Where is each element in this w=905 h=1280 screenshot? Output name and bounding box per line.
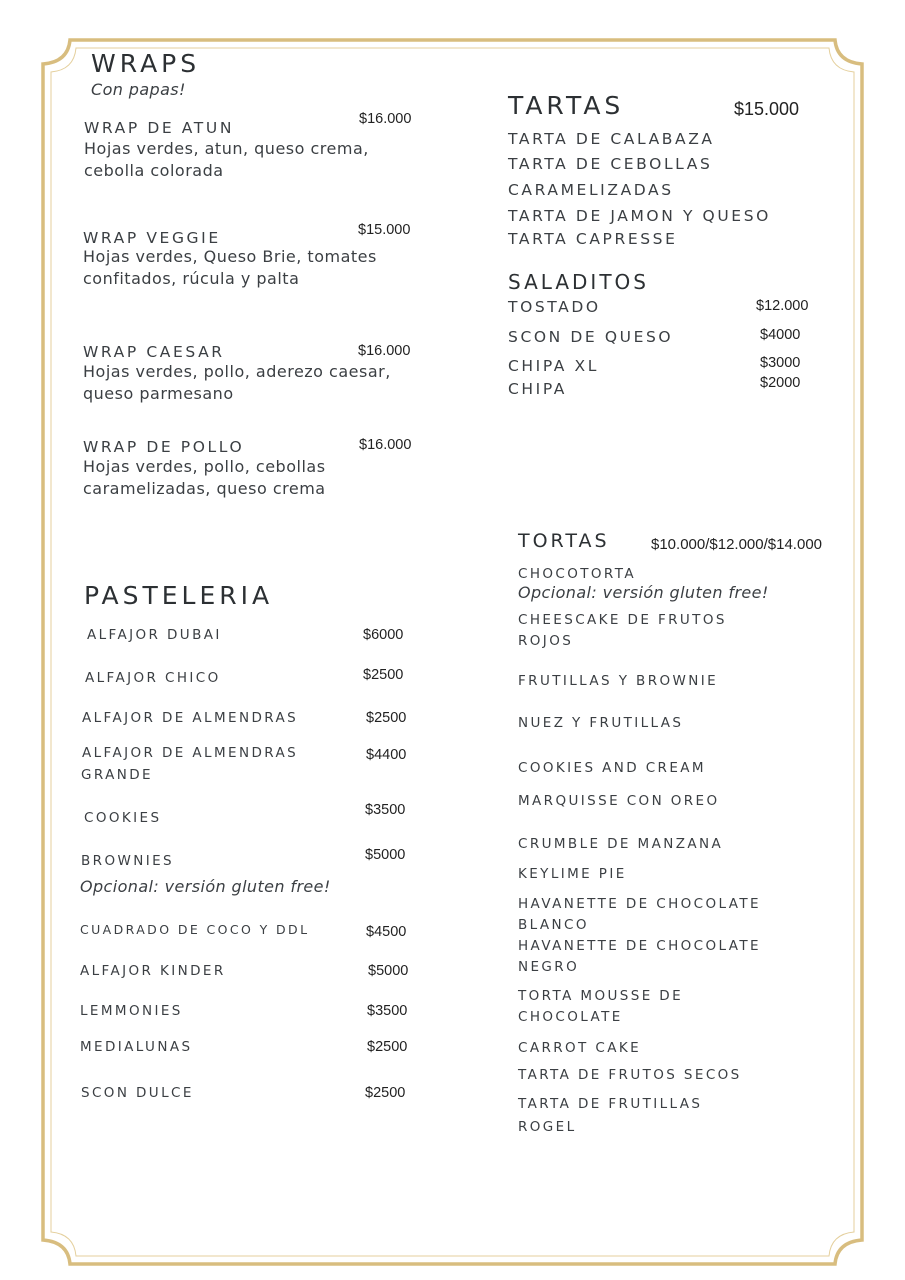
torta-item: HAVANETTE DE CHOCOLATE bbox=[518, 938, 761, 954]
pasteleria-item-price: $2500 bbox=[363, 667, 404, 683]
wrap-caesar-price: $16.000 bbox=[358, 343, 411, 359]
pasteleria-item-name: ALFAJOR DUBAI bbox=[87, 627, 222, 643]
saladitos-title: SALADITOS bbox=[508, 270, 649, 294]
pasteleria-item-name: COOKIES bbox=[84, 810, 162, 826]
pasteleria-item-name: ALFAJOR DE ALMENDRAS bbox=[82, 710, 299, 726]
torta-item: CARROT CAKE bbox=[518, 1040, 642, 1056]
saladito-chipa-xl-name: CHIPA XL bbox=[508, 357, 599, 375]
torta-item: FRUTILLAS Y BROWNIE bbox=[518, 673, 719, 689]
pasteleria-item-name: BROWNIES bbox=[81, 853, 174, 869]
tartas-price: $15.000 bbox=[734, 99, 800, 119]
wrap-atun-price: $16.000 bbox=[359, 111, 412, 127]
tartas-title: TARTAS bbox=[508, 91, 625, 120]
pasteleria-item-price: $2500 bbox=[365, 1085, 406, 1101]
pasteleria-item-name: ALFAJOR CHICO bbox=[85, 670, 221, 686]
pasteleria-item-price: $4400 bbox=[366, 747, 407, 763]
wrap-pollo-desc: Hojas verdes, pollo, cebollas caramelizadas, queso crema bbox=[83, 457, 326, 498]
pasteleria-item-name: MEDIALUNAS bbox=[80, 1039, 193, 1055]
pasteleria-title: PASTELERIA bbox=[84, 581, 274, 610]
wrap-veggie-price: $15.000 bbox=[358, 222, 411, 238]
saladito-scon-price: $4000 bbox=[760, 327, 801, 343]
torta-item: COOKIES AND CREAM bbox=[518, 760, 706, 776]
pasteleria-item-name-line2: GRANDE bbox=[81, 767, 153, 783]
tortas-title: TORTAS bbox=[518, 530, 610, 552]
wraps-subtitle: Con papas! bbox=[91, 80, 186, 99]
wrap-atun-name: WRAP DE ATUN bbox=[84, 119, 235, 137]
tarta-item-2: CARAMELIZADAS bbox=[508, 181, 674, 199]
pasteleria-item-name: ALFAJOR KINDER bbox=[80, 963, 226, 979]
pasteleria-item-name: SCON DULCE bbox=[81, 1085, 194, 1101]
wrap-pollo-price: $16.000 bbox=[359, 437, 412, 453]
saladito-tostado-price: $12.000 bbox=[756, 298, 809, 314]
pasteleria-item-price: $2500 bbox=[366, 710, 407, 726]
pasteleria-item-price: $5000 bbox=[368, 963, 409, 979]
torta-item: TARTA DE FRUTOS SECOS bbox=[518, 1067, 742, 1083]
torta-item: MARQUISSE CON OREO bbox=[518, 793, 720, 809]
tarta-item-4: TARTA CAPRESSE bbox=[508, 230, 678, 248]
wrap-caesar-name: WRAP CAESAR bbox=[83, 343, 225, 361]
tortas-price: $10.000/$12.000/$14.000 bbox=[651, 536, 822, 553]
wrap-pollo-name: WRAP DE POLLO bbox=[83, 438, 245, 456]
saladito-chipa-name: CHIPA bbox=[508, 380, 568, 398]
torta-item: CHEESCAKE DE FRUTOS bbox=[518, 612, 727, 628]
saladito-tostado-name: TOSTADO bbox=[508, 298, 601, 316]
pasteleria-item-name: LEMMONIES bbox=[80, 1003, 183, 1019]
wraps-title: WRAPS bbox=[91, 49, 201, 78]
wrap-caesar-desc: Hojas verdes, pollo, aderezo caesar, queso parmesano bbox=[83, 362, 391, 403]
torta-item: TARTA DE FRUTILLAS bbox=[518, 1096, 703, 1112]
torta-item: NEGRO bbox=[518, 959, 580, 975]
pasteleria-item-price: $6000 bbox=[363, 627, 404, 643]
saladito-chipa-price: $2000 bbox=[760, 375, 801, 391]
torta-item: KEYLIME PIE bbox=[518, 866, 627, 882]
tarta-item-0: TARTA DE CALABAZA bbox=[508, 130, 715, 148]
wrap-atun-desc: Hojas verdes, atun, queso crema, cebolla colorada bbox=[84, 139, 369, 180]
pasteleria-item-price: $2500 bbox=[367, 1039, 408, 1055]
torta-item: ROJOS bbox=[518, 633, 574, 649]
torta-item: CRUMBLE DE MANZANA bbox=[518, 836, 724, 852]
torta-item: TORTA MOUSSE DE bbox=[518, 988, 684, 1004]
pasteleria-item-name: ALFAJOR DE ALMENDRAS bbox=[82, 745, 299, 761]
tarta-item-3: TARTA DE JAMON Y QUESO bbox=[508, 207, 771, 225]
torta-item: CHOCOLATE bbox=[518, 1009, 623, 1025]
pasteleria-item-price: $3500 bbox=[367, 1003, 408, 1019]
pasteleria-gluten-note: Opcional: versión gluten free! bbox=[80, 877, 331, 896]
wrap-veggie-name: WRAP VEGGIE bbox=[83, 229, 221, 247]
tarta-item-1: TARTA DE CEBOLLAS bbox=[508, 155, 713, 173]
torta-item: HAVANETTE DE CHOCOLATE bbox=[518, 896, 761, 912]
pasteleria-item-price: $3500 bbox=[365, 802, 406, 818]
pasteleria-item-price: $5000 bbox=[365, 847, 406, 863]
torta-item: NUEZ Y FRUTILLAS bbox=[518, 715, 684, 731]
saladito-scon-name: SCON DE QUESO bbox=[508, 328, 674, 346]
torta-item: BLANCO bbox=[518, 917, 589, 933]
torta-item: ROGEL bbox=[518, 1119, 577, 1135]
saladito-chipa-xl-price: $3000 bbox=[760, 355, 801, 371]
pasteleria-item-name: CUADRADO DE COCO Y DDL bbox=[80, 922, 310, 937]
torta-item: CHOCOTORTA bbox=[518, 566, 636, 582]
tortas-gluten-note: Opcional: versión gluten free! bbox=[518, 583, 769, 602]
wrap-veggie-desc: Hojas verdes, Queso Brie, tomates confitados, rúcula y palta bbox=[83, 247, 377, 288]
pasteleria-item-price: $4500 bbox=[366, 924, 407, 940]
